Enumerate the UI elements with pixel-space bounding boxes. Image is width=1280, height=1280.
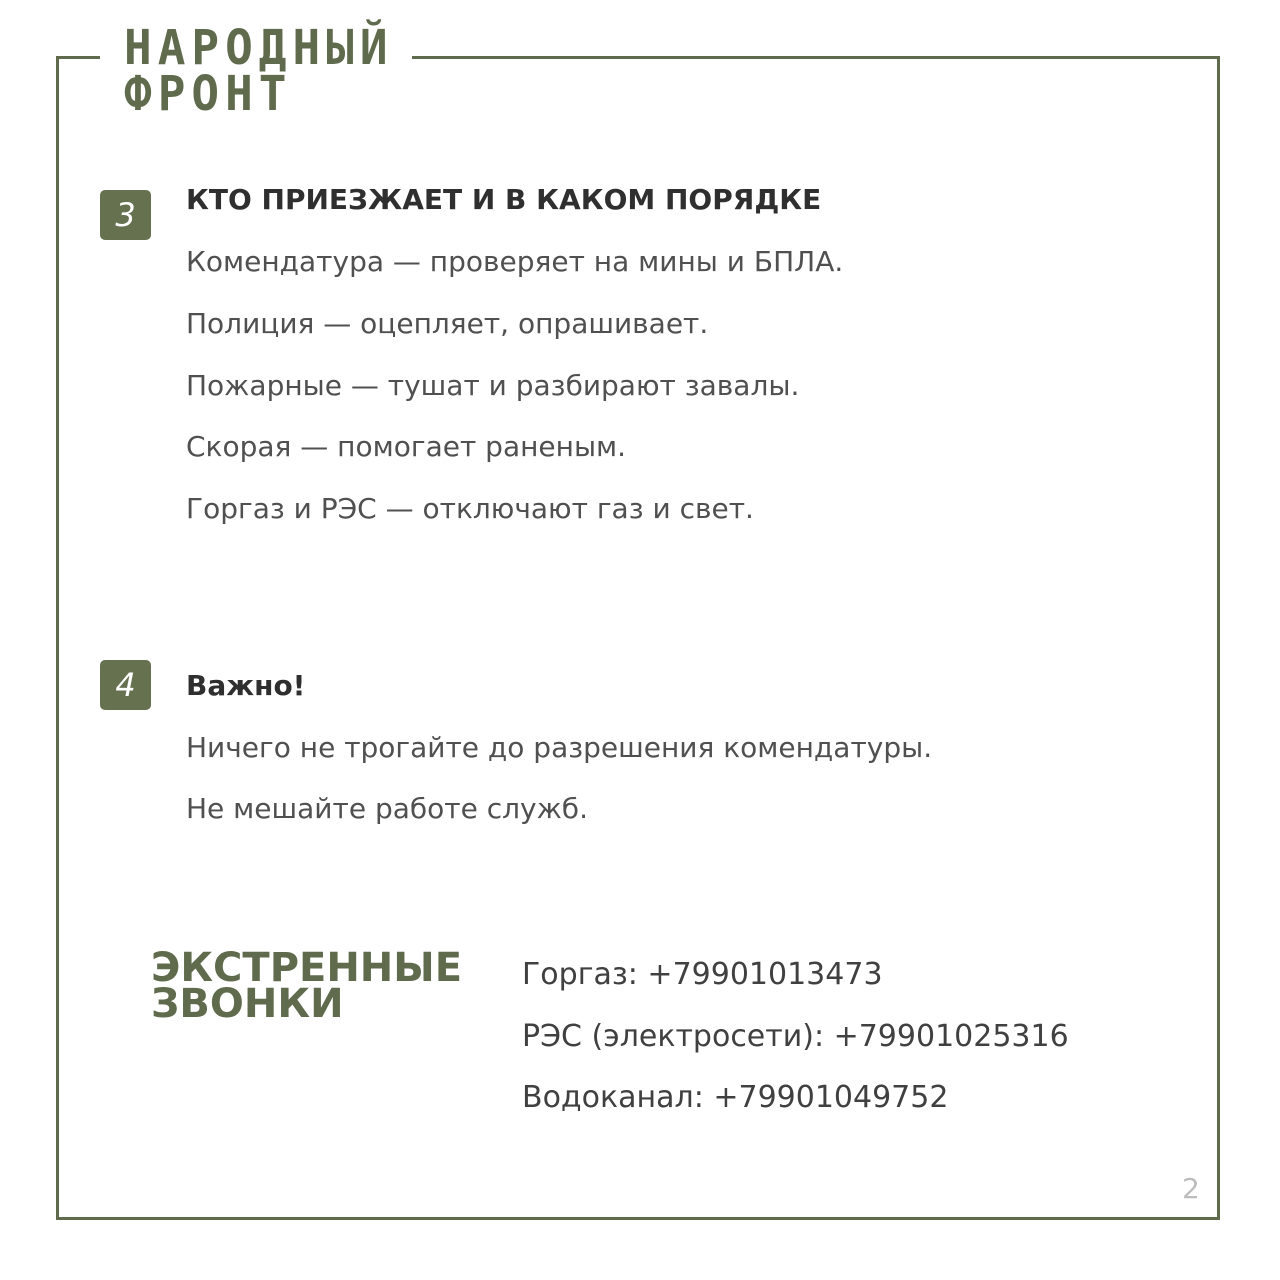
brand-line-2: ФРОНТ bbox=[124, 64, 293, 122]
section-3-line: Комендатура — проверяет на мины и БПЛА. bbox=[186, 245, 844, 278]
section-3-line: Пожарные — тушат и разбирают завалы. bbox=[186, 369, 800, 402]
brand-logo bbox=[100, 18, 412, 122]
phone-vodokanal: Водоканал: +79901049752 bbox=[522, 1080, 949, 1115]
emergency-title-line-1: ЭКСТРЕННЫЕ bbox=[151, 945, 463, 991]
section-3-title: КТО ПРИЕЗЖАЕТ И В КАКОМ ПОРЯДКЕ bbox=[186, 183, 822, 216]
emergency-title-line-2: ЗВОНКИ bbox=[151, 981, 344, 1027]
section-3-line: Полиция — оцепляет, опрашивает. bbox=[186, 307, 709, 340]
emergency-calls-title bbox=[151, 945, 463, 1027]
section-4-title: Важно! bbox=[186, 669, 306, 702]
section-4-number-badge: 4 bbox=[100, 660, 151, 710]
phone-gorgaz: Горгаз: +79901013473 bbox=[522, 957, 883, 992]
section-3-line: Скорая — помогает раненым. bbox=[186, 430, 627, 463]
section-4-line: Ничего не трогайте до разрешения комендатуры. bbox=[186, 731, 933, 764]
brand-line-1: НАРОДНЫЙ bbox=[124, 18, 394, 76]
phone-res: РЭС (электросети): +79901025316 bbox=[522, 1019, 1069, 1054]
section-3-line: Горгаз и РЭС — отключают газ и свет. bbox=[186, 492, 754, 525]
page-number: 2 bbox=[1182, 1172, 1200, 1205]
section-3-number-badge: 3 bbox=[100, 190, 151, 240]
section-4-line: Не мешайте работе служб. bbox=[186, 792, 588, 825]
